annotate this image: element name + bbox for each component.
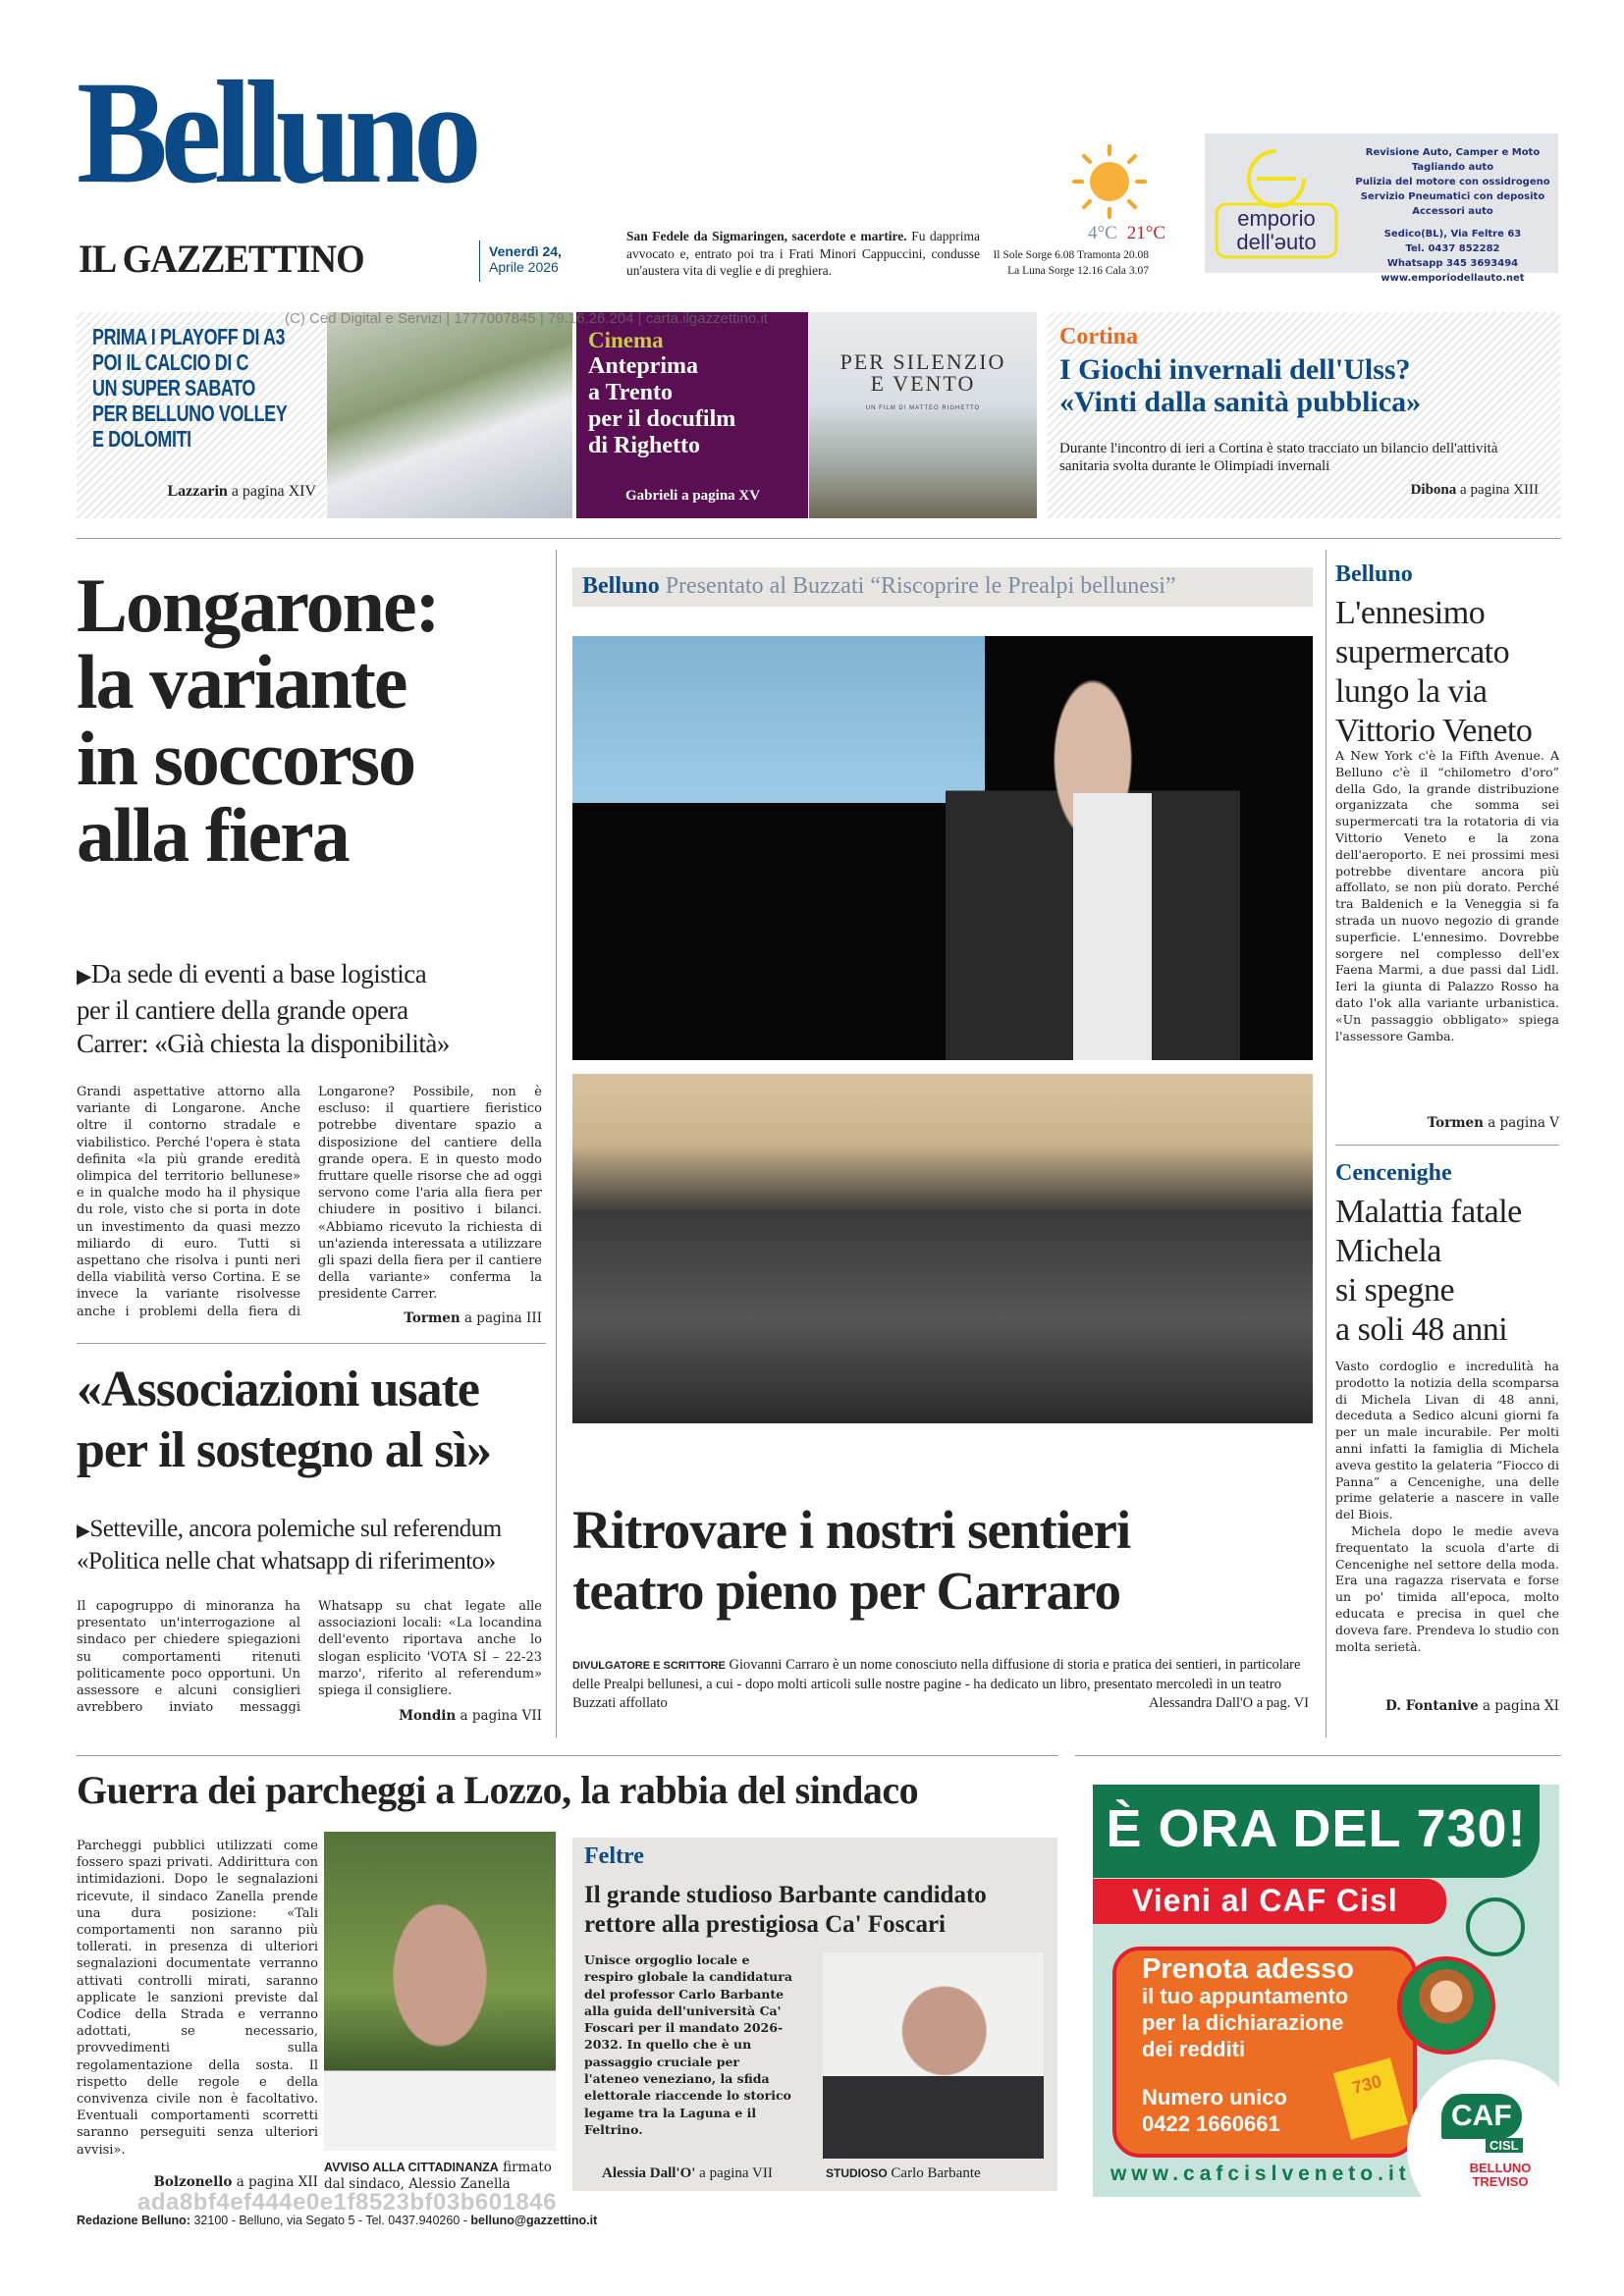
author: Dibona (1410, 482, 1457, 498)
film-poster (809, 312, 1037, 518)
ad-caf-cisl[interactable] (1093, 1785, 1559, 2197)
form-730-icon: 730 (1333, 2057, 1408, 2139)
photo-audience (572, 1074, 1313, 1423)
right1-headline[interactable] (1335, 594, 1571, 751)
headline-line: PER BELLUNO VOLLEY (92, 400, 288, 426)
headline-line: L'ennesimo (1335, 595, 1486, 631)
teaser-byline (167, 483, 316, 501)
ad-emporio-dellauto[interactable] (1205, 133, 1558, 284)
saint-text: Fu dapprima avvocato e, entrato poi tra i Frati Minori Cappuccini, condusse un'austera vita di veglie e di preghiera. (626, 229, 981, 278)
headline-line: E DOLOMITI (92, 426, 191, 452)
author: Alessandra Dall'O (1148, 1695, 1254, 1711)
page-ref: a pagina VII (460, 1708, 542, 1724)
right1-body: A New York c'è la Fifth Avenue. A Belluno c'è il “chilometro d'oro” della Gdo, la grande distribuzione organizzata che somma sei supermercati tra la rotatoria di via Vittorio Veneto e la zona dell'aeroporto. E nei prossimi mesi potrebbe diventare ancora più affollato, se non più dorato. Perché tra Baldenich e la Veneggia si fa strada un nuovo negozio di grande superficie. L'ennesimo. Dovrebbe sorgere nel complesso dell'ex Faena Marmi, a due passi dal Lidl. Ieri la giunta di Palazzo Rosso ha dato l'ok alla variante urbanistica. «Un passaggio obbligato» spiega l'assessore Gamba. (1335, 748, 1559, 1043)
ad-phone (1142, 2084, 1287, 2137)
headline-line: POI IL CALCIO DI C (92, 349, 249, 375)
teaser-kicker: Cortina (1059, 324, 1138, 349)
caf-logo: CAF (1441, 2094, 1522, 2139)
ad-line: Tagliando auto (1411, 162, 1494, 173)
footer-label: Redazione Belluno: (77, 2214, 190, 2227)
ad-address: Sedico(BL), Via Feltre 63 (1383, 229, 1522, 240)
poster-subtitle: UN FILM DI MATTEO RIGHETTO (865, 405, 981, 411)
lozzo-caption (324, 2160, 560, 2193)
author: Alessia Dall'O' (602, 2165, 696, 2181)
headline-line: Anteprima (588, 353, 698, 379)
photo-speaker (572, 636, 1313, 1060)
teaser-kicker: Cinema (588, 328, 664, 352)
date-day: Venerdì 24, (489, 243, 562, 259)
headline-line: I Giochi invernali dell'Ulss? (1059, 353, 1411, 386)
poster-title (809, 351, 1037, 395)
author: D. Fontanive (1385, 1698, 1479, 1714)
sun-icon (1070, 142, 1149, 221)
teaser-byline: Gabrieli a pagina XV (625, 488, 761, 504)
photo-carlo-barbante (823, 1952, 1044, 2159)
emporio-logo (1213, 143, 1340, 261)
speaker-shirt (1073, 793, 1152, 1060)
deck-line: per il cantiere della grande opera (77, 995, 408, 1025)
lozzo-body: Parcheggi pubblici utilizzati come fossero spazi privati. Addirittura con intimidazioni. Dopo le segnalazioni ricevute, il sindaco Zanella prende una dura posizione: «Tali comportamenti non saranno più tollerati. in presenza di ulteriori segnalazioni documentate verranno attivati controlli mirati, saranno applicate le sanzioni previste dal Codice della Strada e verranno adottati, se necessario, provvedimenti sulla regolamentazione della sosta. Il rispetto delle regole e della convivenza civile non è facoltativo. Eventuali comportamenti scorretti saranno perseguiti senza ulteriori avvisi». (77, 1839, 318, 2158)
watermark: (C) Ced Digital e Servizi | 1777007845 | 79.16.26.204 | carta.ilgazzettino.it (285, 310, 768, 327)
footer-address: 32100 - Belluno, via Segato 5 - Tel. 0437.940260 - (193, 2214, 467, 2227)
lead-headline[interactable] (77, 562, 558, 878)
right2-headline[interactable] (1335, 1193, 1571, 1350)
cisl-logo: CISL (1486, 2138, 1523, 2153)
assoc-deck (77, 1514, 568, 1577)
center-caption (572, 1656, 1309, 1713)
page-ref: a pagina XII (236, 2174, 318, 2190)
headline-line: per il sostegno al sì» (77, 1422, 491, 1478)
teaser-summary: Durante l'incontro di ieri a Cortina è stato tracciato un bilancio dell'attività sanitaria svolta durante le Olimpiadi invernali (1059, 441, 1498, 474)
moon-times: La Luna Sorge 12.16 Cala 3.07 (1007, 265, 1149, 277)
caption-text: Giovanni Carraro è un nome conosciuto nella diffusione di storia e pratica dei sentieri, in particolare delle Prealpi bellunesi, a cui - dopo molti articoli sulle nostre pagine - ha dedicato un libro, presentato mercoledì in un teatro Buzzati affollato (572, 1657, 1301, 1711)
ad-regions (1456, 2162, 1544, 2189)
headline-line: Longarone: (77, 562, 439, 648)
poster-title-line: PER SILENZIO (839, 349, 1006, 374)
ad-whatsapp: Whatsapp 345 3693494 (1386, 258, 1519, 269)
headline-line: «Associazioni usate (77, 1362, 479, 1417)
headline-line: Ritrovare i nostri sentieri (572, 1500, 1131, 1560)
lozzo-headline[interactable]: Guerra dei parcheggi a Lozzo, la rabbia del sindaco (77, 1768, 919, 1812)
right1-kicker: Belluno (1335, 561, 1413, 587)
headline-line: a Trento (588, 380, 674, 405)
ad-line: Servizio Pneumatici con deposito (1360, 191, 1545, 202)
ad-phone: Tel. 0437 852282 (1405, 243, 1500, 254)
caption-label: DIVULGATORE E SCRITTORE (572, 1660, 726, 1672)
spacer (1352, 219, 1553, 227)
deck-line: «Politica nelle chat whatsapp di riferimento» (77, 1548, 496, 1575)
teaser-cinema[interactable] (576, 312, 808, 518)
feltre-caption (826, 2165, 981, 2182)
ad-url[interactable]: www.cafcislveneto.it (1110, 2163, 1411, 2185)
caption-label: STUDIOSO (826, 2166, 888, 2180)
headline-line: teatro pieno per Carraro (572, 1561, 1120, 1621)
caption-text: firmato dal sindaco, Alessio Zanella (324, 2160, 552, 2192)
feltre-box[interactable] (572, 1838, 1057, 2191)
triangle-bullet-icon: ▶ (77, 1521, 90, 1540)
headline-line: Michela (1335, 1233, 1441, 1269)
clock-icon (1466, 1897, 1525, 1956)
date-month: Aprile 2026 (489, 259, 559, 275)
issue-date (489, 243, 562, 275)
caption-text: Carlo Barbante (891, 2165, 981, 2181)
woman-on-phone-illustration (1397, 1956, 1495, 2055)
ad-callout-text (1142, 1953, 1354, 2062)
divider (1335, 1145, 1559, 1146)
headline-line: «Vinti dalla sanità pubblica» (1059, 386, 1422, 418)
divider (1075, 1755, 1561, 1756)
deck-line: Carrer: «Già chiesta la disponibilità» (77, 1029, 450, 1058)
photo-mayor-zanella (324, 1832, 556, 2151)
lozzo-byline (77, 2174, 318, 2190)
photo-two-men (327, 312, 572, 518)
headline-line: rettore alla prestigiosa Ca' Foscari (584, 1911, 946, 1938)
ad-line: per la dichiarazione (1142, 2010, 1344, 2035)
triangle-bullet-icon: ▶ (77, 966, 91, 988)
sun-times: Il Sole Sorge 6.08 Tramonta 20.08 (993, 249, 1149, 261)
headline-line: a soli 48 anni (1335, 1311, 1508, 1348)
headline-line: in soccorso (77, 716, 415, 801)
temperatures (1088, 223, 1165, 244)
temp-max: 21°C (1126, 223, 1166, 243)
region: BELLUNO (1469, 2161, 1532, 2175)
logo-line2: dell'əuto (1236, 230, 1317, 254)
author: Bolzonello (153, 2174, 233, 2190)
document-hash: ada8bf4ef444e0e1f8523bf03b601846 (137, 2189, 557, 2216)
newspaper-name: IL GAZZETTINO (79, 237, 364, 281)
headline-line: la variante (77, 639, 406, 724)
page-ref: a pagina V (1488, 1115, 1559, 1131)
ad-headline: È ORA DEL 730! (1106, 1799, 1527, 1858)
headline-line: UN SUPER SABATO (92, 375, 255, 400)
center-headline[interactable] (572, 1500, 1319, 1622)
feltre-headline (584, 1881, 1056, 1940)
kicker-text: Presentato al Buzzati “Riscoprire le Prealpi bellunesi” (665, 573, 1176, 599)
ad-line: Revisione Auto, Camper e Moto (1365, 147, 1541, 158)
projection-screen (572, 636, 985, 803)
ad-line: Prenota adesso (1142, 1953, 1354, 1985)
divider (77, 1755, 1058, 1756)
region: TREVISO (1472, 2174, 1529, 2189)
right1-byline (1335, 1115, 1559, 1131)
deck-line: Da sede di eventi a base logistica (90, 959, 427, 988)
ad-url[interactable]: www.emporiodellauto.net (1380, 273, 1525, 284)
right2-body (1335, 1359, 1559, 1655)
caption-byline (1149, 1694, 1309, 1713)
teaser-headline (1059, 353, 1421, 418)
headline-line: PRIMA I PLAYOFF DI A3 (92, 324, 286, 349)
headline-line: supermercato (1335, 634, 1510, 670)
teaser-volley[interactable] (77, 312, 326, 518)
headline-line: per il docufilm (588, 406, 736, 432)
saint-of-day (626, 228, 980, 280)
temp-min: 4°C (1088, 223, 1117, 243)
teaser-cortina[interactable] (1048, 312, 1560, 518)
ad-emporio-text (1352, 145, 1553, 286)
kicker-place: Belluno (582, 573, 660, 599)
author: Mondin (399, 1708, 457, 1724)
ad-line: dei redditi (1142, 2037, 1246, 2061)
ad-subheadline: Vieni al CAF Cisl (1132, 1883, 1398, 1918)
lead-body: Grandi aspettative attorno alla variante di Longarone. Anche oltre il contorno stradale e viabilistico. Perché l'opera è stata definita «la più grande eredità olimpica del territorio bellunese» e in qualche modo ha il physique du role, visto che si porta in dote un investimento da quasi mezzo miliardo di euro. Tutti si aspettano che risolva i punti neri della viabilità verso Cortina. E se invece la variante risolvesse anche i problemi della fiera di Longarone? Possibile, non è escluso: il quartiere fieristico potrebbe diventare spazio a disposizione del cantiere della grande opera. E in questo modo fruttare quelle risorse che ad oggi servono come l'aria alla fiera per chiudere in positivo i bilanci. «Abbiamo ricevuto la richiesta di un'azienda interessata a utilizzare gli spazi della fiera per il cantiere della variante» conferma la presidente Carrer. (77, 1085, 542, 1319)
divider (479, 240, 480, 282)
feltre-byline (602, 2165, 773, 2182)
body-paragraph: Michela dopo le medie aveva frequentato la scuola d'arte di Cencenighe nel settore della moda. Era una ragazza riservata e forse un po' timida all'epoca, molto educata e precisa in quel che doveva fare. Prendeva lo studio con molta serietà. (1335, 1522, 1559, 1654)
page-ref: a pagina VII (699, 2165, 773, 2181)
assoc-headline[interactable] (77, 1360, 558, 1481)
headline-line: Il grande studioso Barbante candidato (584, 1882, 987, 1908)
right2-byline (1335, 1698, 1559, 1714)
ad-line: Accessori auto (1412, 206, 1493, 217)
caption-label: AVVISO ALLA CITTADINANZA (324, 2161, 499, 2174)
headline-line: si spegne (1335, 1272, 1455, 1308)
divider (77, 538, 1561, 539)
lead-deck (77, 957, 568, 1060)
poster-title-line: E VENTO (870, 371, 976, 396)
phone-number: 0422 1660661 (1142, 2111, 1280, 2136)
feltre-body: Unisce orgoglio locale e respiro globale la candidatura del professor Carlo Barbante alla guida dell'università Ca' Foscari per il mandato 2026-2032. In quello che è un passaggio cruciale per l'ateneo veneziano, la sfida elettorale riaccende lo storico legame tra la Laguna e il Feltrino. (584, 1952, 792, 2137)
author: Tormen (404, 1310, 460, 1326)
headline-line: Malattia fatale (1335, 1194, 1522, 1230)
lead-byline (295, 1310, 542, 1326)
body-paragraph: Vasto cordoglio e incredulità ha prodotto la notizia della scomparsa di Michela Livan di 48 anni, deceduta a Sedico alcuni giorni fa per un male incurabile. Per molti anni infatti la famiglia di Michela aveva gestito la gelateria “Fiocco di Panna” a Cencenighe, una delle prime gelaterie a nascere in valle del Biois. (1335, 1359, 1559, 1522)
headline-line: lungo la via (1335, 673, 1488, 710)
page-ref: a pagina XIII (1460, 482, 1539, 498)
saint-name: San Fedele da Sigmaringen, sacerdote e martire. (626, 229, 907, 243)
page-ref: a pagina XIV (231, 483, 316, 500)
divider (77, 1343, 546, 1344)
headline-line: di Righetto (588, 433, 700, 458)
masthead-title: Belluno (77, 51, 475, 214)
assoc-byline (295, 1708, 542, 1724)
sun-moon-times (992, 247, 1149, 279)
teaser-headline (588, 353, 735, 459)
headline-line: Vittorio Veneto (1335, 713, 1533, 749)
center-kicker (572, 567, 1313, 607)
footer (77, 2214, 597, 2227)
deck-line: Setteville, ancora polemiche sul referendum (89, 1516, 502, 1542)
teaser-byline (1411, 482, 1539, 499)
right2-kicker: Cencenighe (1335, 1160, 1452, 1186)
footer-email[interactable]: belluno@gazzettino.it (470, 2214, 598, 2227)
ad-line: il tuo appuntamento (1142, 1984, 1349, 2008)
ad-line: Pulizia del motore con ossidrogeno (1355, 177, 1550, 187)
feltre-kicker: Feltre (584, 1843, 644, 1869)
page-ref: a pagina III (463, 1310, 542, 1326)
assoc-body: Il capogruppo di minoranza ha presentato un'interrogazione al sindaco per chiedere spiegazioni su comportamenti ritenuti politicamente poco opportuni. Un assessore e alcuni consiglieri avrebbero inviato messaggi Whatsapp su chat legate alle associazioni locali: «La locandina dell'evento riportava anche lo slogan esplicito 'VOTA SÌ – 22-23 marzo', riferito al referendum» spiega il consigliere. (77, 1599, 542, 1716)
page-ref: a pagina XI (1483, 1698, 1559, 1714)
phone-label: Numero unico (1142, 2085, 1287, 2109)
teaser-headline (92, 324, 322, 452)
author: Lazzarin (167, 483, 228, 500)
page-ref: a pag. VI (1256, 1695, 1309, 1711)
logo-line1: emporio (1237, 206, 1316, 231)
author: Tormen (1427, 1115, 1484, 1131)
headline-line: alla fiera (77, 792, 349, 878)
